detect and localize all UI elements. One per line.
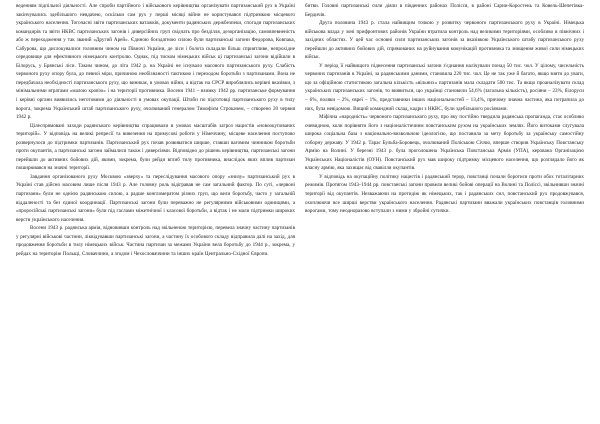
left-column [16,2,295,420]
left-paragraph-4: Восени 1943 р. радянська армія, відновивши контроль над звільненою територією, перевела значну частину партизанів у регулярні військові частини, ліквідувавши партизанські загони, а частину їх особового складу відправила далі на захід, для продовження боротьби в тилу німецьких військ. Частина партизан за межами України вела боротьбу до 1944 р., зокрема, у рейдах на територію Польщі, Словаччини, а згодом і Чехословаччини та інших країн Центрально-Східної Європи. [16,225,295,257]
right-column [305,2,584,420]
left-paragraph-1: веденням підпільної діяльності. Але спроби партійного і військового керівництва організувати партизанський рух в Україні закінчувались здебільшого невдачею, оскільки сам рух у перші місяці війни не користувався підтримкою місцевого українського населення. Тогочасні звіти партизанських ватажків, документи радянських держбезпеки, спогади партизанських командирів та звіти НКВС партизанських загонів і диверсійних груп свідчать про безділля, дезорганізацію, самовпевненість або ж переходження у так званий «Другий Арей». Єдиною боєздатною силою були партизанські загони Федорова, Ковпака, Сабурова, що дислокувалися головним чином на Півночі України, де ліси і болота складали більш сприятливе, непрохідне середовище для ефективного німецького контролю. Однак, під тиском німецьких військ ці партизанські загони відійшли в Білорусь, у Брянські ліси. Таким чином, до літа 1942 р. на Україні не існувало масового партизанського руху. Слабість червоного руху опору була, до певної міри, причиною необізнаності тактикою і переходом боротьби з партизанами. Вона не передбачала необхідності партизанського руху, що виникає, в умовах війни, а відтак на СРСР вироблялись керівні вказівки, з мінімальними втратами «малою кров'ю» і на території противника. Восени 1941 – взимку 1942 рр. партизанське формування і керівні органи виявились неготовими до діяльності в умовах окупації. Штаби по підготовці партизанського руху в тилу ворога, зокрема Український штаб партизанського руху, очолюваний генералом Тимофієм Строкачем, – створено 20 червня 1942 р. [16,3,295,121]
left-paragraph-3: Завдання організованого руху Москвою «зверху» та переслідування масового опору «знизу» партизанський рух в Україні став дійсно масовим лише після 1943 р. Але головну роль відігравав не сам загальний фактор. По суті, «червоні партизани» були не однією радянською силою, а радше конгломератом різних груп, що вели боротьбу, часто у загальній віддаленості та без єдиної координації. Партизанські загони були переважно не регулярними військовими одиницями, а «проросійські партизанські загони» були під гаслами міжетнічної і класової боротьби, а відтак і не мали підтримки широких верств українського населення. [16,173,295,223]
left-paragraph-2: Цілеспрямовані заходи радянського керівництва спрацювали в умовах масштабів загроз нацистів «новоокупованих територій». У відповідь на великі репресії та вивезення на примусові роботи у Німеччину, місцеве населення поступово розвернулося до підтримки партизанів. Партизанський рух почав розвиватися ширше, ставши вагомим чинником боротьби проти окупантів, а партизанські загони займалися також і диверсіями. Відповідно до рішень керівництва, партизанські загони перейшли до активних бойових дій, якими, зокрема, були рейди вглиб тилу противника, внаслідок яких вплив партизан поширювався на значні території. [16,122,295,172]
right-paragraph-2: Друга половина 1943 р. стала найвищим точкою у розвитку червоного партизанського руху в Україні. Німецька військова влада у зоні прифронтових районів України втратила контроль над великими територіями, особливо в північних і західних областях. У цей час основні сили партизанських загонів за вказівкою Українського штабу партизанського руху перейшли до активних бойових дій, спрямованих на руйнування комунікацій противника та знищення живої сили німецьких військ. [305,20,584,61]
right-paragraph-1: битви. Головні партизанські сили діяли в південних районах Полісся, в районі Сарни-Коростень та Ковель-Шепетівка-Бердичів. [305,3,584,18]
right-paragraph-4: Міфічна «народність» червоного партизанського руху, про яку постійно твердила радянська пропаганда, стає особливо очевидною, коли порівняти його з націоналістичним повстанським рухом на українських землях. Його витоками слугувала широка соціальна база з національно-визвольною ідеологією, що поставила за мету боротьбу за українську самостійну соборну державу. У 1942 р. Тарас Бульба-Боровець, очолюваний Поліською Січчю, вперше створив Українську Повстанську Армію на Волині. У березні 1943 р. була проголошена Українська Повстанська Армія (УПА), керована Організацією Українських Націоналістів (ОУН). Повстанський рух мав широку підтримку місцевого населення, що розглядало його як власну армію, яка захищає від свавілля окупантів. [305,114,584,172]
two-column-layout [16,2,584,424]
right-paragraph-5: У відповідь на окупаційну політику нацистів і радянський терор, повстанці почали боротися проти обох тоталітарних режимів. Протягом 1943–1944 рр. повстанські загони провели великі бойові операції на Волині та Поліссі, звільнивши значні території від окупантів. Незважаючи на протидію як німецьких, так і радянських сил, повстанський рух продовжувався, охоплюючи все ширші верстви українського населення. Радянські партизани вважали українських повстанців головними ворогами, тому неодноразово вступали з ними у збройні сутички. [305,173,584,215]
right-paragraph-3: У період її найвищого піднесення партизанські загони з'єднання налічували понад 50 тис. чол. У цілому, чисельність червоних партизанів в Україні, за радянськими даними, становила 220 тис. чол. Це не так уже й багато, якщо взяти до уваги, що за офіційною статистикою загальна кількість «вільних» партизанів мала складати 500 тис. Та якщо проаналізувати склад українських партизанських загонів, то виявиться, що українці становили 54,6% (загальна кількість), росіяни – 23%, білоруси – 6%, поляки – 2%, євреї – 1%, представники інших національностей – 13,4%, причому значна частина, яка потрапила до них, була невідомою. Вищий командний склад, кадри з НКВС, були здебільшого росіянами. [305,62,584,112]
